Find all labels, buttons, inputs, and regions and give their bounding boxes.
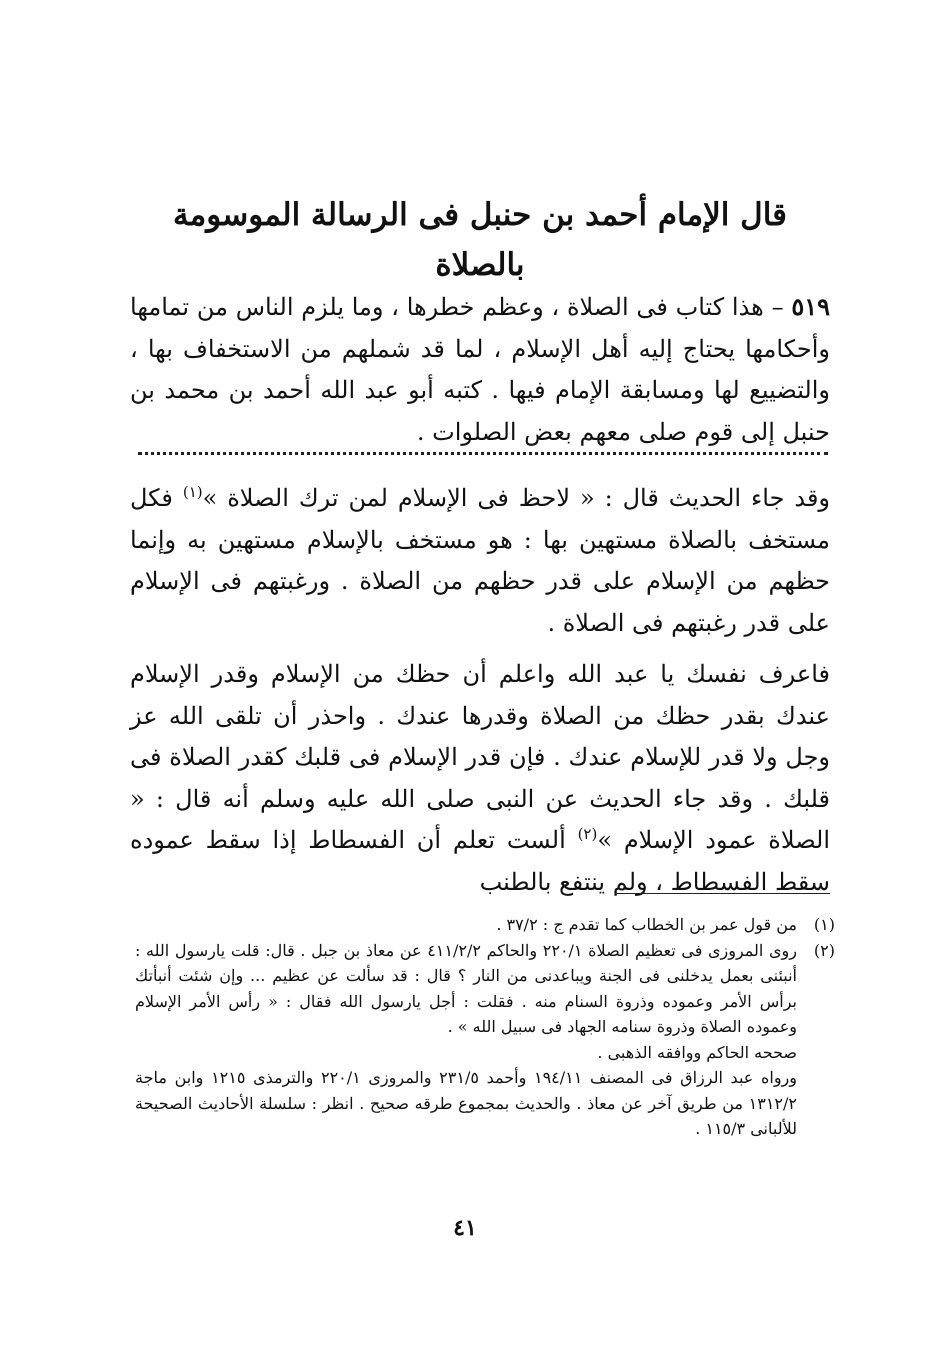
footnote-mark: (١) bbox=[813, 915, 835, 934]
footnote-reference-2[interactable]: (٢) bbox=[577, 825, 598, 843]
paragraph-text: – هذا كتاب فى الصلاة ، وعظم خطرها ، وما يلزم الناس من تمامها وأحكامها يحتاج إليه أهل الإسلام ، لما قد شملهم من الاستخفاف بها ، والتضييع لها ومسابقة الإمام فيها . كتبه أبو عبد الله أحمد بن محمد بن حنبل إلى قوم صلى معهم بعض الصلوات . bbox=[130, 293, 830, 446]
footnote-line: من قول عمر بن الخطاب كما تقدم ج : ٣٧/٢ . bbox=[496, 915, 797, 934]
paragraph-text: ألست تعلم أن الفسطاط إذا سقط عموده سقط الفسطاط ، ولم ينتفع بالطنب bbox=[130, 826, 830, 896]
paragraph-text: فكل مستخف بالصلاة مستهين بها : هو مستخف بالإسلام مستهين به وإنما حظهم من الإسلام على قدر حظهم من الصلاة . ورغبتهم فى الإسلام على قدر رغبتهم فى الصلاة . bbox=[130, 484, 831, 637]
footnote-line: ورواه عبد الرزاق فى المصنف ١٩٤/١١ وأحمد ٢٣١/٥ والمروزى ٢٢٠/١ والترمذى ١٢١٥ وابن ماجة ١٣١٢/٢ من طريق آخر عن معاذ . والحديث بمجموع طرقه صحيح . انظر : سلسلة الأحاديث الصحيحة للألبانى ١١٥/٣ . bbox=[135, 1068, 798, 1138]
paragraph-hadith-2 bbox=[130, 654, 830, 903]
paragraph-519 bbox=[130, 286, 830, 453]
page-number: ٤١ bbox=[453, 1215, 477, 1241]
paragraph-text: فاعرف نفسك يا عبد الله واعلم أن حظك من الإسلام وقدر الإسلام عندك بقدر حظك من الصلاة وقدرها عندك . واحذر أن تلقى الله عز وجل ولا قدر للإسلام عندك . فإن قدر الإسلام فى قلبك كقدر الصلاة فى قلبك . وقد جاء الحديث عن النبى صلى الله عليه وسلم أنه قال : « الصلاة عمود الإسلام » bbox=[130, 660, 830, 854]
footnotes bbox=[135, 912, 835, 1142]
footnote-1 bbox=[135, 912, 835, 938]
paragraph-text: وقد جاء الحديث قال : « لاحظ فى الإسلام لمن ترك الصلاة » bbox=[202, 484, 831, 512]
page-title: قال الإمام أحمد بن حنبل فى الرسالة الموسومة بالصلاة bbox=[173, 197, 787, 283]
footnote-2 bbox=[135, 938, 835, 1142]
footnote-divider bbox=[615, 893, 830, 894]
dotted-separator bbox=[138, 452, 828, 455]
paragraph-hadith-1 bbox=[130, 478, 830, 644]
footnote-line: صححه الحاكم ووافقه الذهبى . bbox=[597, 1042, 797, 1062]
footnote-body bbox=[135, 938, 797, 1142]
footnote-reference-1[interactable]: (١) bbox=[182, 483, 203, 501]
footnote-body bbox=[135, 912, 797, 938]
footnote-line: روى المروزى فى تعظيم الصلاة ٢٢٠/١ والحاكم ٤١١/٢/٢ عن معاذ بن جبل . قال: قلت يارسول الله : أنبئنى بعمل يدخلنى فى الجنة ويباعدنى من النار ؟ قال : قد سألت عن عظيم ... وإن شئت أنبأتك برأس الأمر وعموده وذروة السنام منه . فقلت : أجل يارسول الله فقال : « رأس الأمر الإسلام وعموده الصلاة وذروة سنامه الجهاد فى سبيل الله » . bbox=[135, 940, 797, 1036]
paragraph-number: ٥١٩ bbox=[791, 292, 830, 321]
footnote-mark: (٢) bbox=[813, 940, 835, 960]
